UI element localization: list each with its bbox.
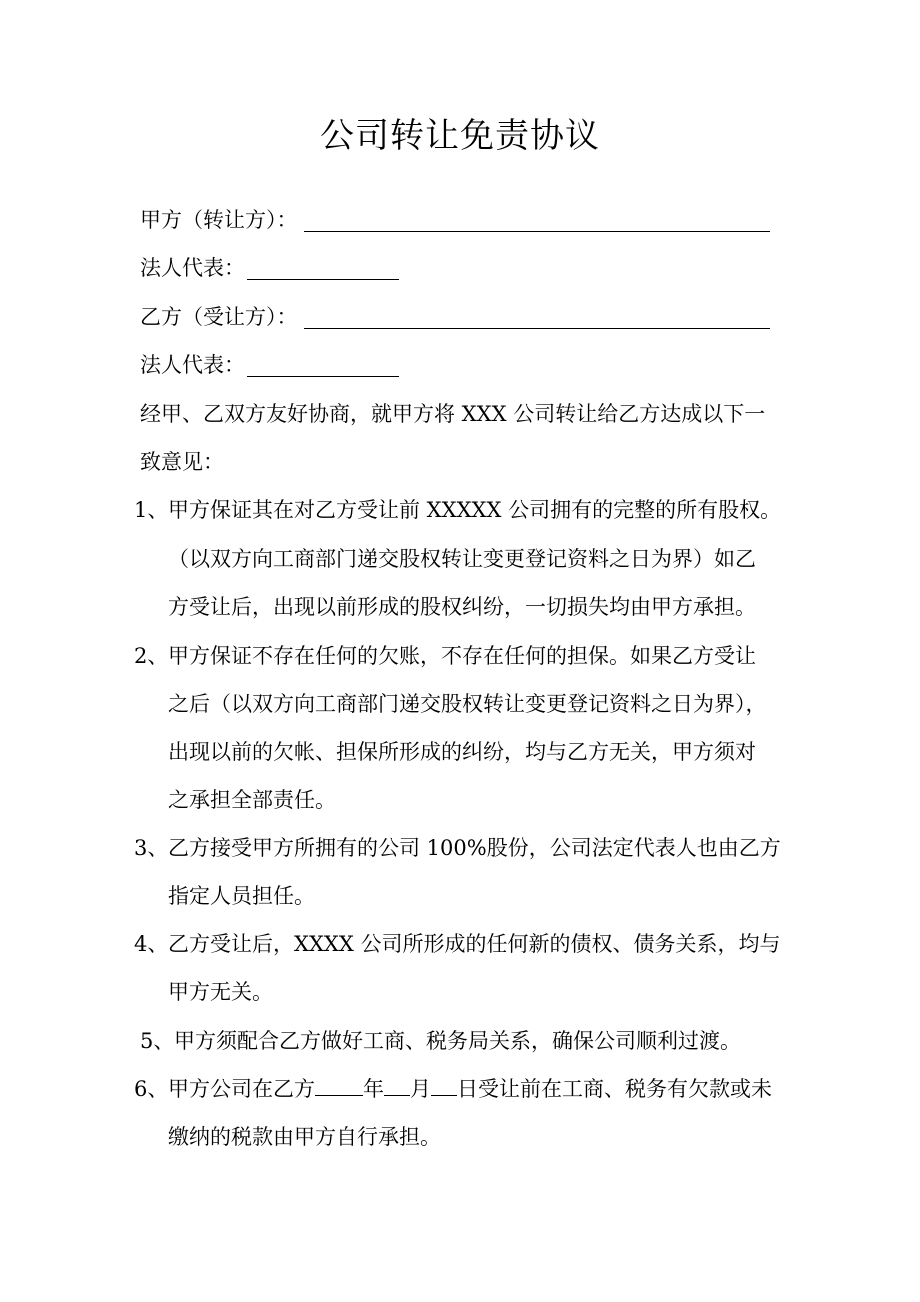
legal-rep-a-blank	[247, 257, 399, 280]
clause-number: 3、	[134, 836, 169, 860]
clause-text: 甲方公司在乙方	[168, 1077, 315, 1101]
clause-line: 乙方受让后，XXXX 公司所形成的任何新的债权、债务关系，均与	[168, 932, 781, 956]
clause-number: 4、	[134, 932, 169, 956]
year-blank	[315, 1075, 363, 1096]
party-b-label: 乙方（受让方）：	[140, 305, 298, 329]
party-b-row	[140, 302, 770, 332]
clause-number: 2、	[134, 644, 169, 668]
party-a-blank	[304, 209, 770, 232]
document-title: 公司转让免责协议	[320, 116, 600, 156]
clause-number: 1、	[134, 498, 169, 522]
day-blank	[431, 1075, 457, 1096]
legal-rep-b-blank	[247, 354, 399, 377]
legal-rep-b-row	[140, 350, 399, 380]
clause-line: 甲方保证不存在任何的欠账，不存在任何的担保。如果乙方受让	[168, 644, 756, 668]
clause-text: 日受让前在工商、税务有欠款或未	[457, 1077, 772, 1101]
clause-line: 甲方无关。	[168, 980, 273, 1004]
legal-rep-a-label: 法人代表：	[140, 256, 245, 280]
clause-line: 之后（以双方向工商部门递交股权转让变更登记资料之日为界），	[168, 692, 767, 716]
clause-line: 甲方保证其在对乙方受让前 XXXXX 公司拥有的完整的所有股权。	[168, 498, 782, 522]
legal-rep-a-row	[140, 253, 399, 283]
month-blank	[384, 1075, 410, 1096]
intro-line: 经甲、乙双方友好协商，就甲方将 XXX 公司转让给乙方达成以下一	[140, 402, 766, 426]
clause-line: 指定人员担任。	[168, 884, 315, 908]
clause-line: 出现以前的欠帐、担保所形成的纠纷，均与乙方无关，甲方须对	[168, 740, 756, 764]
clause-line: （以双方向工商部门递交股权转让变更登记资料之日为界）如乙	[168, 547, 756, 571]
clause-line: 乙方接受甲方所拥有的公司 100%股份，公司法定代表人也由乙方	[168, 836, 781, 860]
clause-line: 缴纳的税款由甲方自行承担。	[168, 1125, 441, 1149]
clause-line: 之承担全部责任。	[168, 788, 336, 812]
intro-line: 致意见：	[140, 450, 224, 474]
party-a-row	[140, 205, 770, 235]
clause-line: 甲方须配合乙方做好工商、税务局关系，确保公司顺利过渡。	[174, 1029, 741, 1053]
party-a-label: 甲方（转让方）：	[140, 208, 298, 232]
clause-line-date	[168, 1074, 772, 1104]
year-label: 年	[363, 1077, 384, 1101]
party-b-blank	[304, 306, 770, 329]
month-label: 月	[410, 1077, 431, 1101]
legal-rep-b-label: 法人代表：	[140, 353, 245, 377]
clause-number: 6、	[134, 1077, 169, 1101]
clause-number: 5、	[140, 1029, 175, 1053]
clause-line: 方受让后，出现以前形成的股权纠纷，一切损失均由甲方承担。	[168, 595, 756, 619]
